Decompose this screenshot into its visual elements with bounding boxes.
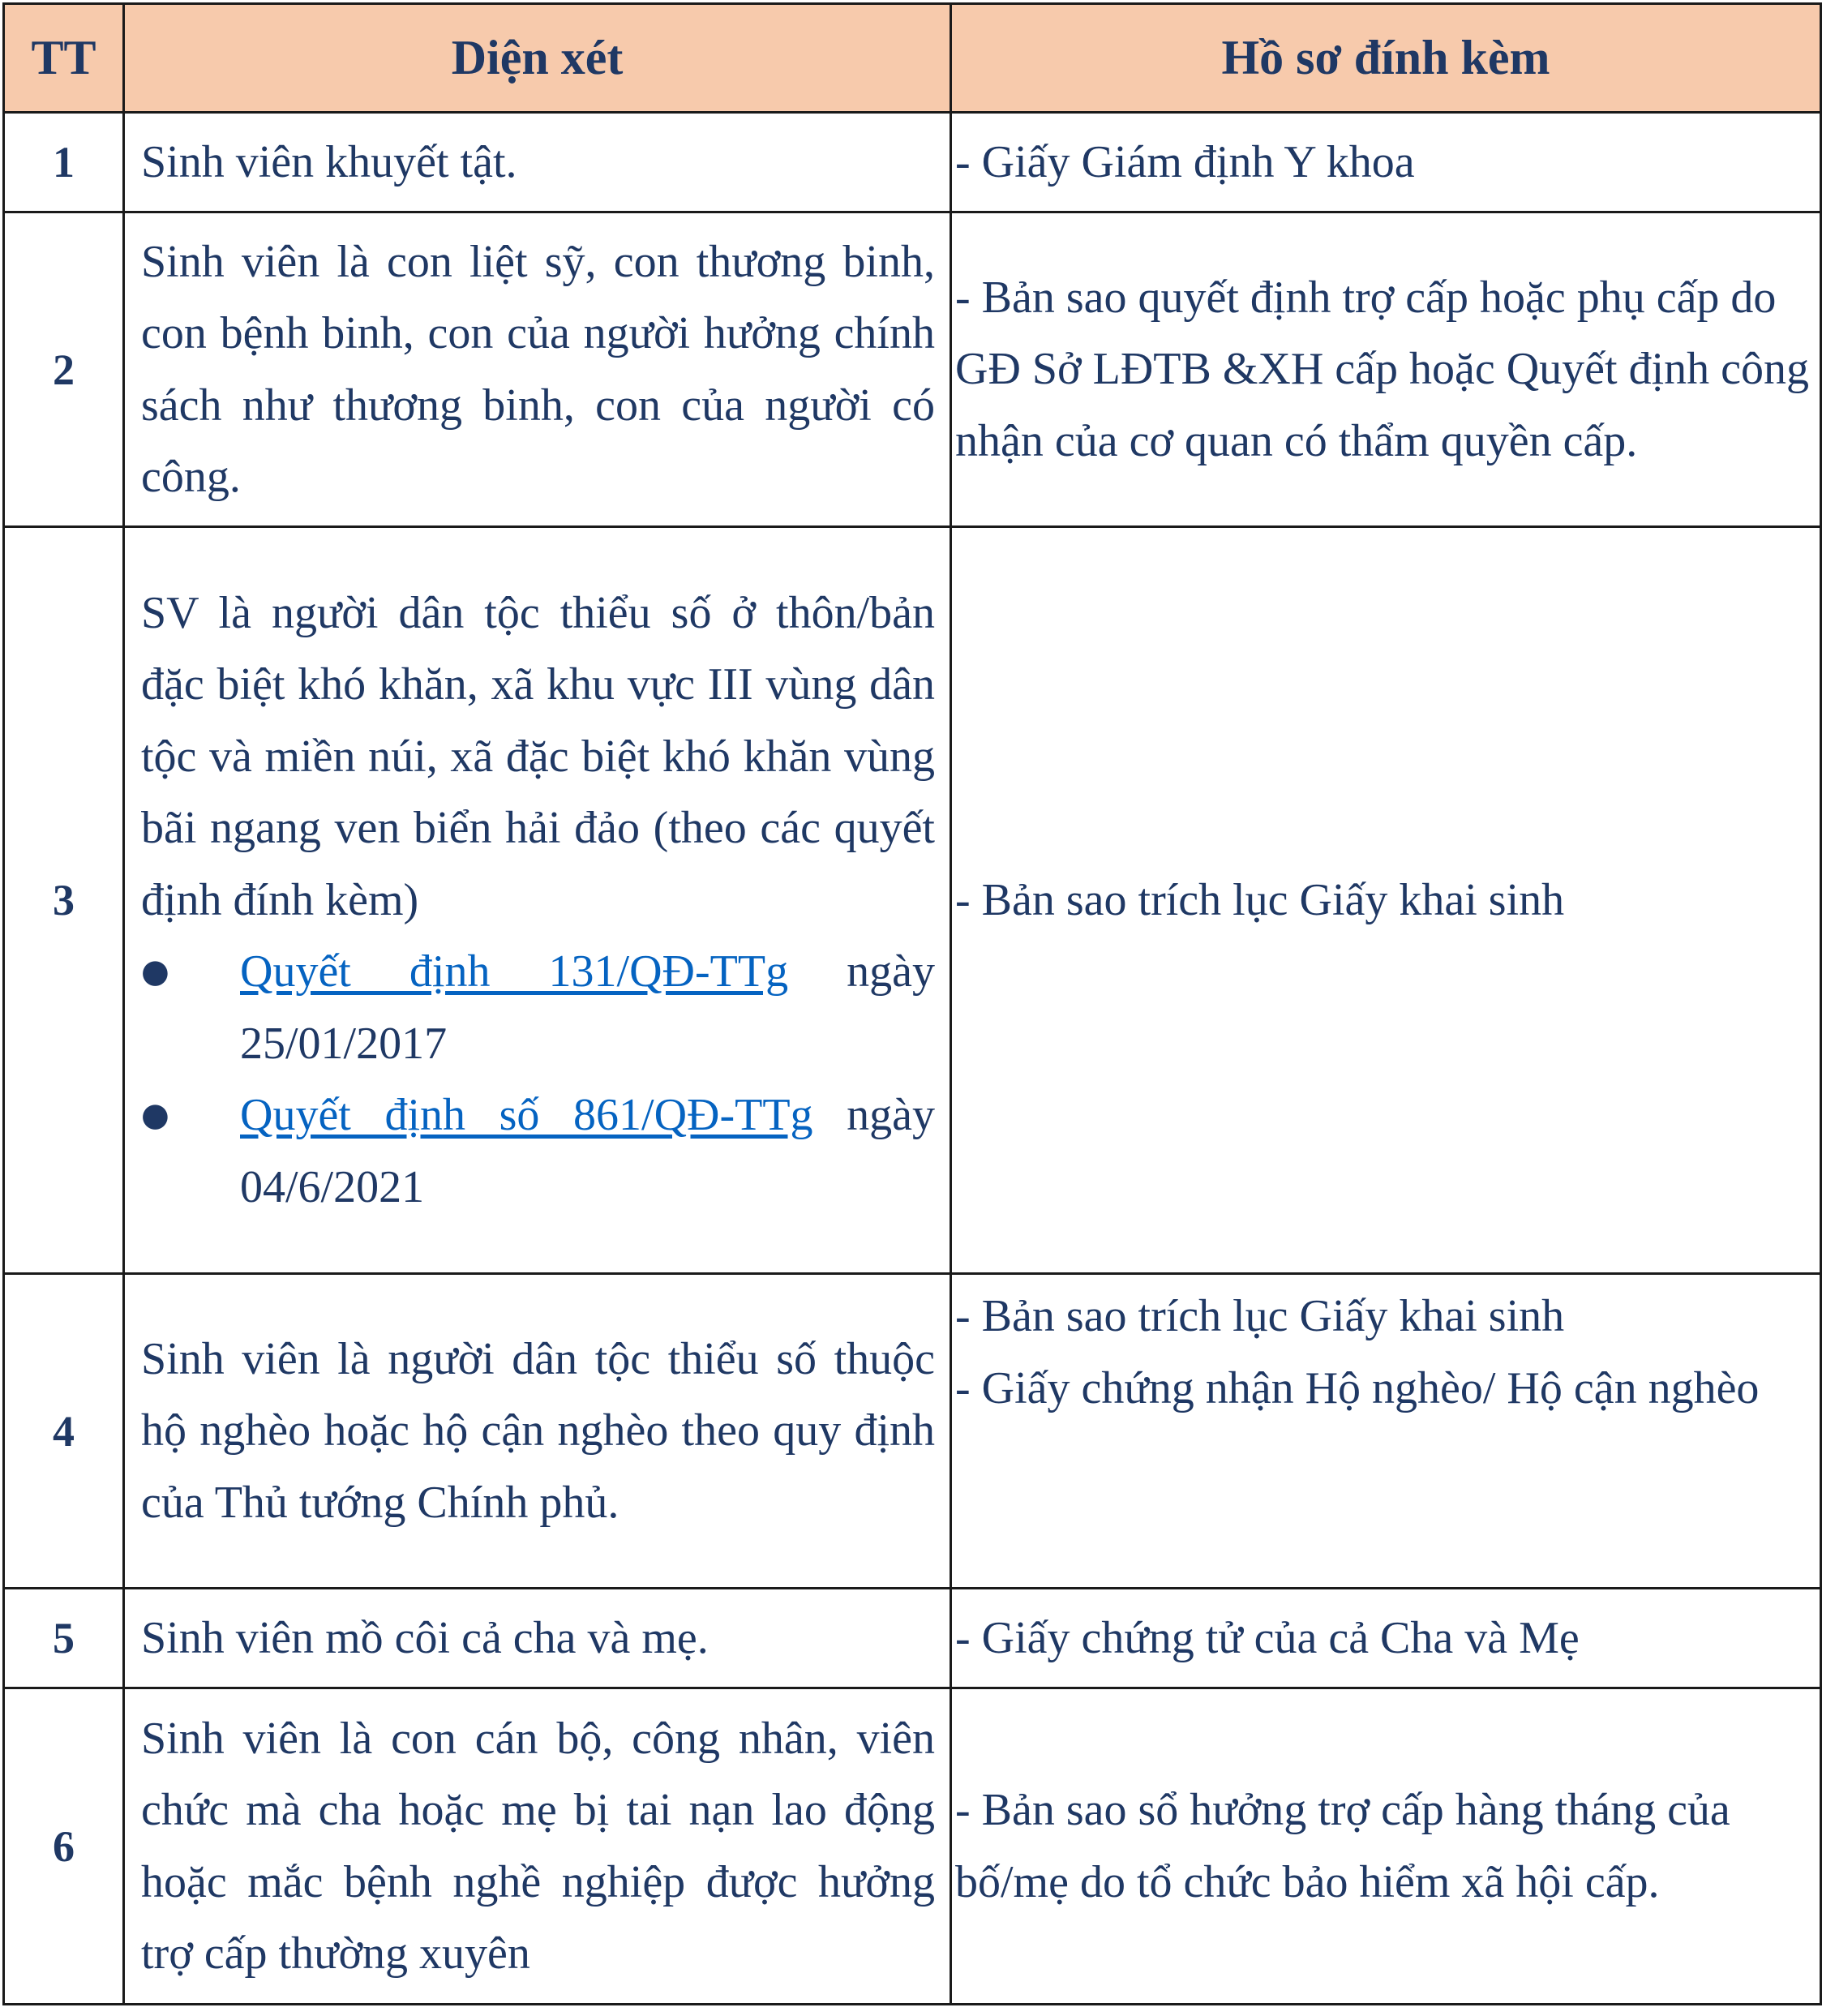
- criteria-cell: [124, 527, 951, 1274]
- criteria-cell: Sinh viên là người dân tộc thiểu số thuộc hộ nghèo hoặc hộ cận nghèo theo quy định của Thủ tướng Chính phủ.: [124, 1274, 951, 1589]
- table-row: [4, 1688, 1821, 2005]
- decision-861-link[interactable]: Quyết định số 861/QĐ-TTg: [240, 1090, 813, 1141]
- documents-cell: [951, 1688, 1821, 2005]
- header-row: [4, 4, 1821, 113]
- bullet-icon: ●: [141, 953, 169, 991]
- criteria-cell: Sinh viên mồ côi cả cha và mẹ.: [124, 1589, 951, 1688]
- table-row: [4, 527, 1821, 1274]
- documents-cell: [951, 212, 1821, 527]
- criteria-cell: Sinh viên khuyết tật.: [124, 113, 951, 212]
- document-line: - Giấy chứng nhận Hộ nghèo/ Hộ cận nghèo: [955, 1362, 1760, 1413]
- row-number: 3: [4, 527, 124, 1274]
- document-line: - Giấy Giám định Y khoa: [955, 136, 1415, 187]
- document-line: - Giấy chứng tử của cả Cha và Mẹ: [955, 1612, 1580, 1663]
- row-number: 5: [4, 1589, 124, 1688]
- criteria-cell: Sinh viên là con liệt sỹ, con thương binh, con bệnh binh, con của người hưởng chính sách như thương binh, con của người có công.: [124, 212, 951, 527]
- decision-date: ngày 25/01/2017: [240, 946, 936, 1069]
- row-number: 4: [4, 1274, 124, 1589]
- bullet-icon: ●: [141, 1096, 169, 1135]
- table-row: [4, 113, 1821, 212]
- table-row: [4, 212, 1821, 527]
- documents-cell: [951, 527, 1821, 1274]
- header-tt: TT: [4, 4, 124, 113]
- criteria-table: [2, 2, 1822, 2005]
- criteria-text: SV là người dân tộc thiểu số ở thôn/bản đặc biệt khó khăn, xã khu vực III vùng dân tộc và miền núi, xã đặc biệt khó khăn vùng bãi ngang ven biển hải đảo (theo các quyết định đính kèm): [141, 587, 935, 925]
- row-number: 2: [4, 212, 124, 527]
- decision-131-link[interactable]: Quyết định 131/QĐ-TTg: [240, 946, 789, 997]
- header-documents: Hồ sơ đính kèm: [951, 4, 1821, 113]
- row-number: 6: [4, 1688, 124, 2005]
- decision-date: ngày 04/6/2021: [240, 1090, 935, 1212]
- documents-cell: [951, 113, 1821, 212]
- document-line: - Bản sao trích lục Giấy khai sinh: [955, 874, 1565, 925]
- table-row: [4, 1274, 1821, 1589]
- documents-cell: [951, 1589, 1821, 1688]
- document-line: - Bản sao quyết định trợ cấp hoặc phụ cấp do GĐ Sở LĐTB &XH cấp hoặc Quyết định công nhận của cơ quan có thẩm quyền cấp.: [955, 272, 1809, 466]
- decision-item: [141, 936, 935, 1079]
- criteria-cell: Sinh viên là con cán bộ, công nhân, viên chức mà cha hoặc mẹ bị tai nạn lao động hoặc mắc bệnh nghề nghiệp được hưởng trợ cấp thường xuyên: [124, 1688, 951, 2005]
- row-number: 1: [4, 113, 124, 212]
- header-criteria: Diện xét: [124, 4, 951, 113]
- decision-item: [141, 1079, 935, 1223]
- document-line: - Bản sao trích lục Giấy khai sinh: [955, 1291, 1565, 1341]
- decision-list: [141, 936, 935, 1223]
- documents-cell: [951, 1274, 1821, 1589]
- table-row: [4, 1589, 1821, 1688]
- document-line: - Bản sao sổ hưởng trợ cấp hàng tháng của bố/mẹ do tổ chức bảo hiểm xã hội cấp.: [955, 1785, 1730, 1907]
